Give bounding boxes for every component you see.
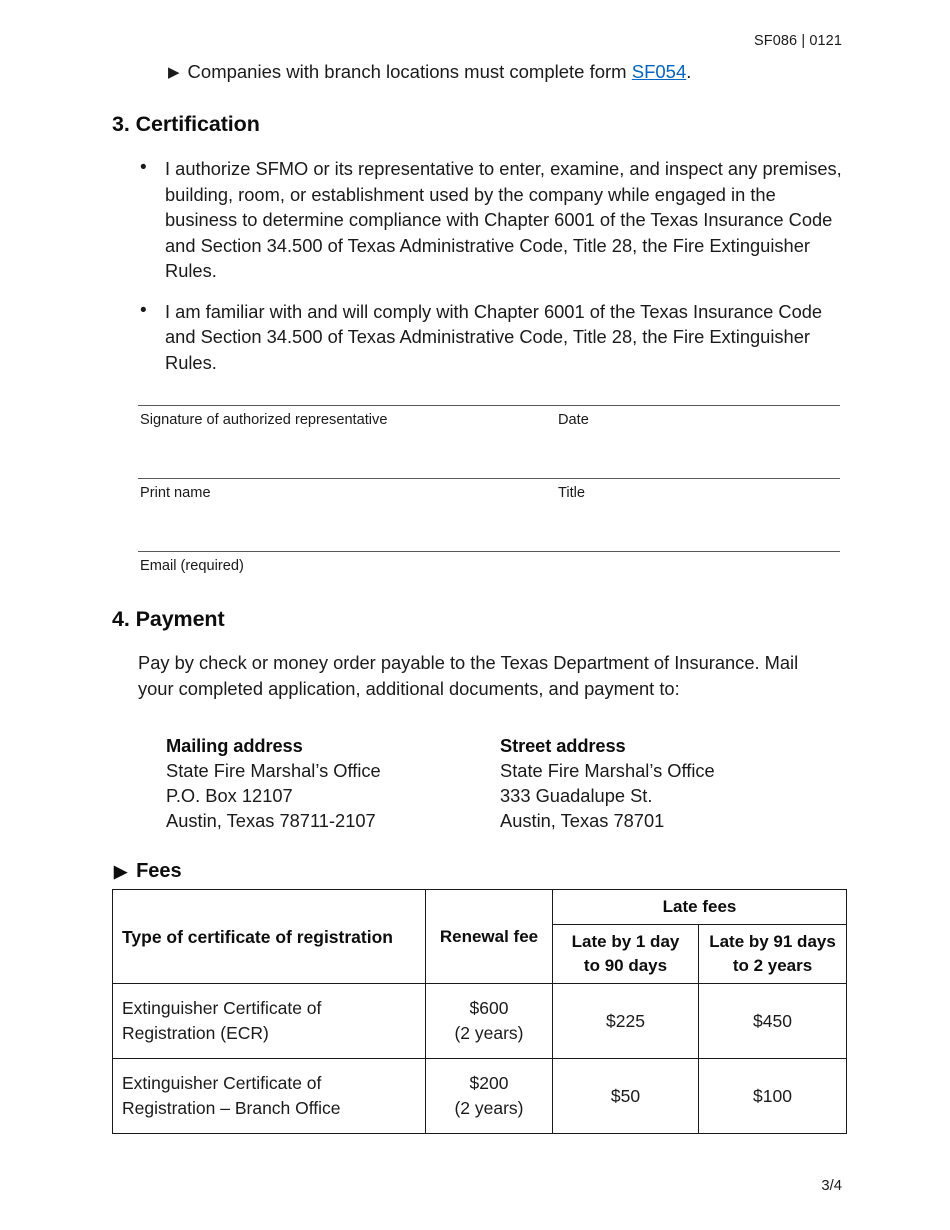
signature-field-label: Signature of authorized representative — [140, 412, 388, 428]
cell-late-1-90-ecr: $225 — [553, 984, 699, 1059]
branch-note-text-after: . — [686, 61, 692, 82]
certification-bullet-list — [138, 156, 850, 375]
cell-renewal-term-ecr: (2 years) — [454, 1023, 524, 1043]
street-address-line-2: 333 Guadalupe St. — [500, 785, 653, 806]
section-heading-payment: 4. Payment — [112, 607, 225, 631]
header-late-1-line-1: Late by 1 day — [571, 932, 680, 951]
date-field-label: Date — [558, 412, 589, 428]
cell-renewal-fee-branch — [426, 1059, 553, 1134]
email-field-label: Email (required) — [140, 558, 244, 574]
mailing-address-line-1: State Fire Marshal’s Office — [166, 760, 381, 781]
cell-type-ecr-line-2: Registration (ECR) — [122, 1023, 269, 1043]
mailing-address-title: Mailing address — [166, 735, 303, 756]
fees-table — [112, 889, 847, 1134]
branch-note-text-before: Companies with branch locations must complete form — [187, 61, 632, 82]
sf054-form-link[interactable]: SF054 — [631, 61, 687, 82]
header-late-2-line-2: to 2 years — [732, 956, 813, 975]
cell-type-branch-line-1: Extinguisher Certificate of — [122, 1073, 322, 1093]
certification-bullet-2 — [138, 299, 850, 376]
cell-late-1-90-branch: $50 — [553, 1059, 699, 1134]
cell-type-branch — [113, 1059, 426, 1134]
cell-renewal-fee-ecr — [426, 984, 553, 1059]
table-header-row-group — [113, 890, 847, 925]
page-number-footer: 3/4 — [821, 1178, 842, 1194]
header-late-2-line-1: Late by 91 days — [709, 932, 836, 951]
certification-bullet-1-text: I authorize SFMO or its representative to enter, examine, and inspect any premises, building, room, or establishment used by the company while engaged in the business to determine compliance with Chapter 6001 of the Texas Insurance Code and Section 34.500 of Texas Administrative Code, Title 28, the Fire Extinguisher Rules. — [165, 158, 842, 281]
mailing-address-column — [166, 733, 381, 833]
triangle-bullet-icon: ▶ — [114, 861, 128, 881]
fees-heading — [114, 860, 182, 883]
header-renewal-fee: Renewal fee — [426, 890, 553, 984]
payment-instructions-paragraph: Pay by check or money order payable to the Texas Department of Insurance. Mail your completed application, additional documents, and payment to: — [138, 652, 799, 699]
signature-rule-2 — [138, 478, 840, 479]
cell-renewal-term-branch: (2 years) — [454, 1098, 524, 1118]
header-late-91-days-to-2-years — [699, 925, 847, 984]
table-row — [113, 1059, 847, 1134]
branch-note — [168, 59, 850, 86]
header-type-of-certificate: Type of certificate of registration — [113, 890, 426, 984]
fees-heading-label: Fees — [136, 860, 182, 882]
cell-type-ecr — [113, 984, 426, 1059]
street-address-column — [500, 733, 715, 833]
signature-rule-1 — [138, 405, 840, 406]
section-heading-certification: 3. Certification — [112, 112, 260, 136]
cell-type-branch-line-2: Registration – Branch Office — [122, 1098, 341, 1118]
bullet-dot-icon: • — [140, 157, 147, 178]
mailing-address-line-2: P.O. Box 12107 — [166, 785, 293, 806]
triangle-bullet-icon: ▶ — [168, 63, 180, 81]
header-late-fees-group: Late fees — [553, 890, 847, 925]
cell-renewal-amount-ecr: $600 — [469, 998, 509, 1018]
cell-late-91-2yr-branch: $100 — [699, 1059, 847, 1134]
table-row — [113, 984, 847, 1059]
certification-bullet-1 — [138, 156, 850, 284]
street-address-line-1: State Fire Marshal’s Office — [500, 760, 715, 781]
certification-bullet-2-text: I am familiar with and will comply with Chapter 6001 of the Texas Insurance Code and Section 34.500 of Texas Administrative Code, Title 28, the Fire Extinguisher Rules. — [165, 300, 823, 373]
print-name-field-label: Print name — [140, 485, 211, 501]
header-late-1-to-90-days — [553, 925, 699, 984]
cell-type-ecr-line-1: Extinguisher Certificate of — [122, 998, 322, 1018]
mailing-address-line-3: Austin, Texas 78711-2107 — [166, 810, 376, 831]
header-late-1-line-2: to 90 days — [583, 956, 668, 975]
street-address-title: Street address — [500, 735, 626, 756]
signature-rule-3 — [138, 551, 840, 552]
bullet-dot-icon: • — [140, 299, 147, 321]
form-code-header: SF086 | 0121 — [753, 33, 842, 49]
cell-late-91-2yr-ecr: $450 — [699, 984, 847, 1059]
cell-renewal-amount-branch: $200 — [469, 1073, 509, 1093]
street-address-line-3: Austin, Texas 78701 — [500, 810, 665, 831]
title-field-label: Title — [558, 485, 586, 501]
